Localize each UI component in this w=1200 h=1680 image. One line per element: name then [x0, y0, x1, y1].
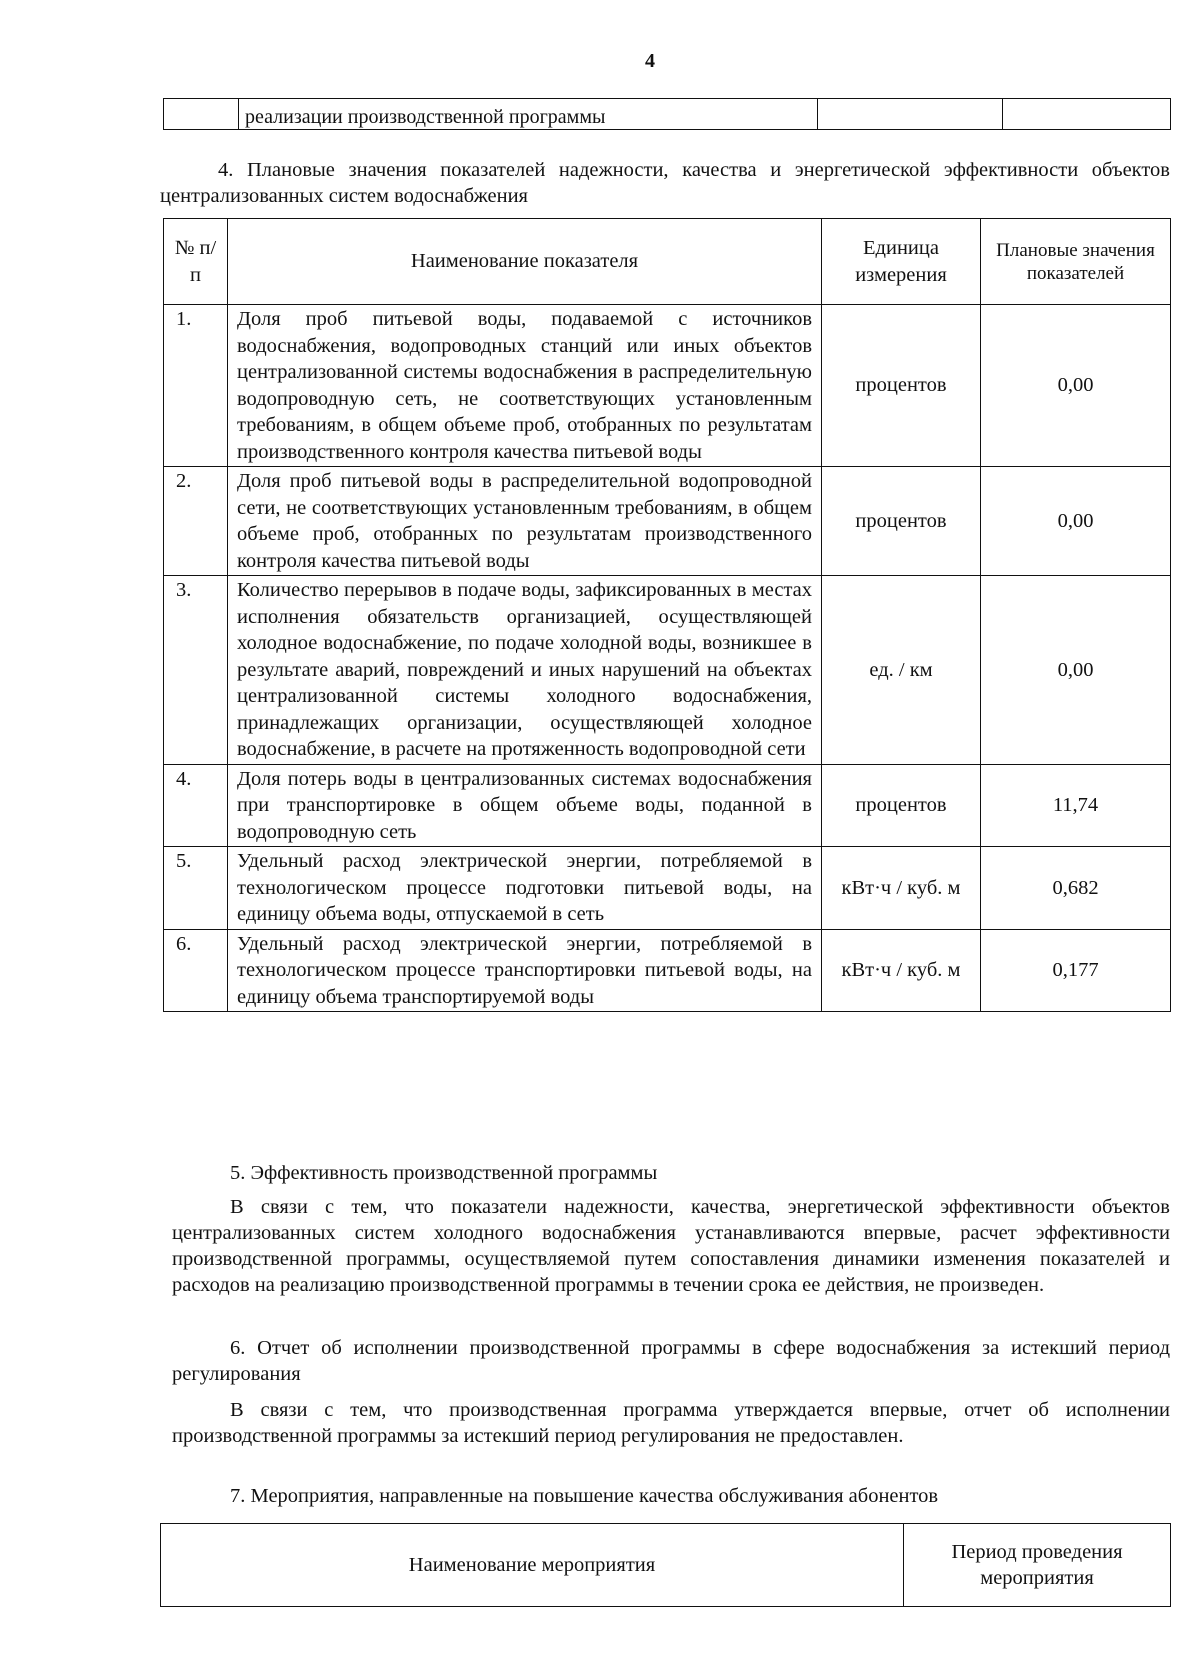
- section4-heading: 4. Плановые значения показателей надежности, качества и энергетической эффективности объектов централизованных систем водоснабжения: [160, 159, 1170, 207]
- row-value: 0,177: [981, 929, 1171, 1012]
- row-name: Доля потерь воды в централизованных системах водоснабжения при транспортировке в общем объеме воды, поданной в водопроводную сеть: [228, 764, 822, 847]
- row-num: 1.: [164, 305, 228, 467]
- row-name: Доля проб питьевой воды, подаваемой с источников водоснабжения, водопроводных станций или иных объектов централизованной системы водоснабжения в распределительную водопроводную сеть, не соответствующих установленным требованиям, в общем объеме проб, отобранных по результатам производственного контроля качества питьевой воды: [228, 305, 822, 467]
- section6-text: В связи с тем, что производственная программа утверждается впервые, отчет об исполнении производственной программы за истекший период регулирования не предоставлен.: [172, 1399, 1170, 1447]
- continuation-cell-text: реализации производственной программы: [239, 99, 818, 130]
- row-unit: процентов: [822, 764, 981, 847]
- row-value: 0,00: [981, 576, 1171, 765]
- row-num: 4.: [164, 764, 228, 847]
- table-row: [164, 305, 1171, 467]
- indicators-header-row: [164, 219, 1171, 305]
- row-name: Удельный расход электрической энергии, потребляемой в технологическом процессе транспортировки питьевой воды, на единицу объема транспортируемой воды: [228, 929, 822, 1012]
- row-name: Доля проб питьевой воды в распределительной водопроводной сети, не соответствующих установленным требованиям, в общем объеме проб, отобранных по результатам производственного контроля качества питьевой воды: [228, 467, 822, 576]
- row-num: 5.: [164, 847, 228, 930]
- measures-table: [160, 1523, 1171, 1607]
- row-value: 0,682: [981, 847, 1171, 930]
- header-name: Наименование показателя: [228, 219, 822, 305]
- row-unit: кВт·ч / куб. м: [822, 929, 981, 1012]
- row-value: 0,00: [981, 467, 1171, 576]
- row-value: 0,00: [981, 305, 1171, 467]
- table-row: [164, 847, 1171, 930]
- measures-header-row: [161, 1524, 1171, 1607]
- row-unit: процентов: [822, 305, 981, 467]
- section5-text: В связи с тем, что показатели надежности, качества, энергетической эффективности объектов централизованных систем холодного водоснабжения устанавливаются впервые, расчет эффективности производственной программы, осуществляемой путем сопоставления динамики изменения показателей и расходов на реализацию производственной программы в течении срока ее действия, не произведен.: [172, 1196, 1170, 1296]
- header-value: Плановые значения показателей: [981, 219, 1171, 305]
- table-row: [164, 467, 1171, 576]
- indicators-table: [163, 218, 1171, 1012]
- table-row: [164, 764, 1171, 847]
- row-unit: процентов: [822, 467, 981, 576]
- section5-heading: 5. Эффективность производственной программы: [230, 1162, 658, 1184]
- row-name: Удельный расход электрической энергии, потребляемой в технологическом процессе подготовки питьевой воды, на единицу объема воды, отпускаемой в сеть: [228, 847, 822, 930]
- row-unit: кВт·ч / куб. м: [822, 847, 981, 930]
- row-num: 2.: [164, 467, 228, 576]
- continuation-cell-num: [164, 99, 239, 130]
- row-num: 3.: [164, 576, 228, 765]
- row-name: Количество перерывов в подаче воды, зафиксированных в местах исполнения обязательств организацией, осуществляющей холодное водоснабжение, по подаче холодной воды, возникшее в результате аварий, повреждений и иных нарушений на объектах централизованной системы холодного водоснабжения, принадлежащих организации, осуществляющей холодное водоснабжение, в расчете на протяженность водопроводной сети: [228, 576, 822, 765]
- section6-heading: 6. Отчет об исполнении производственной программы в сфере водоснабжения за истекший период регулирования: [172, 1337, 1170, 1385]
- table-row: [164, 929, 1171, 1012]
- header-measure-period: Период проведения мероприятия: [904, 1524, 1171, 1607]
- row-value: 11,74: [981, 764, 1171, 847]
- header-measure-name: Наименование мероприятия: [161, 1524, 904, 1607]
- continuation-table: [163, 98, 1171, 130]
- header-unit: Единица измерения: [822, 219, 981, 305]
- section7-heading: 7. Мероприятия, направленные на повышение качества обслуживания абонентов: [230, 1485, 939, 1507]
- row-num: 6.: [164, 929, 228, 1012]
- continuation-cell-value: [1003, 99, 1171, 130]
- row-unit: ед. / км: [822, 576, 981, 765]
- continuation-cell-unit: [818, 99, 1003, 130]
- page-number: 4: [645, 50, 655, 72]
- header-num: № п/п: [164, 219, 228, 305]
- table-row: [164, 576, 1171, 765]
